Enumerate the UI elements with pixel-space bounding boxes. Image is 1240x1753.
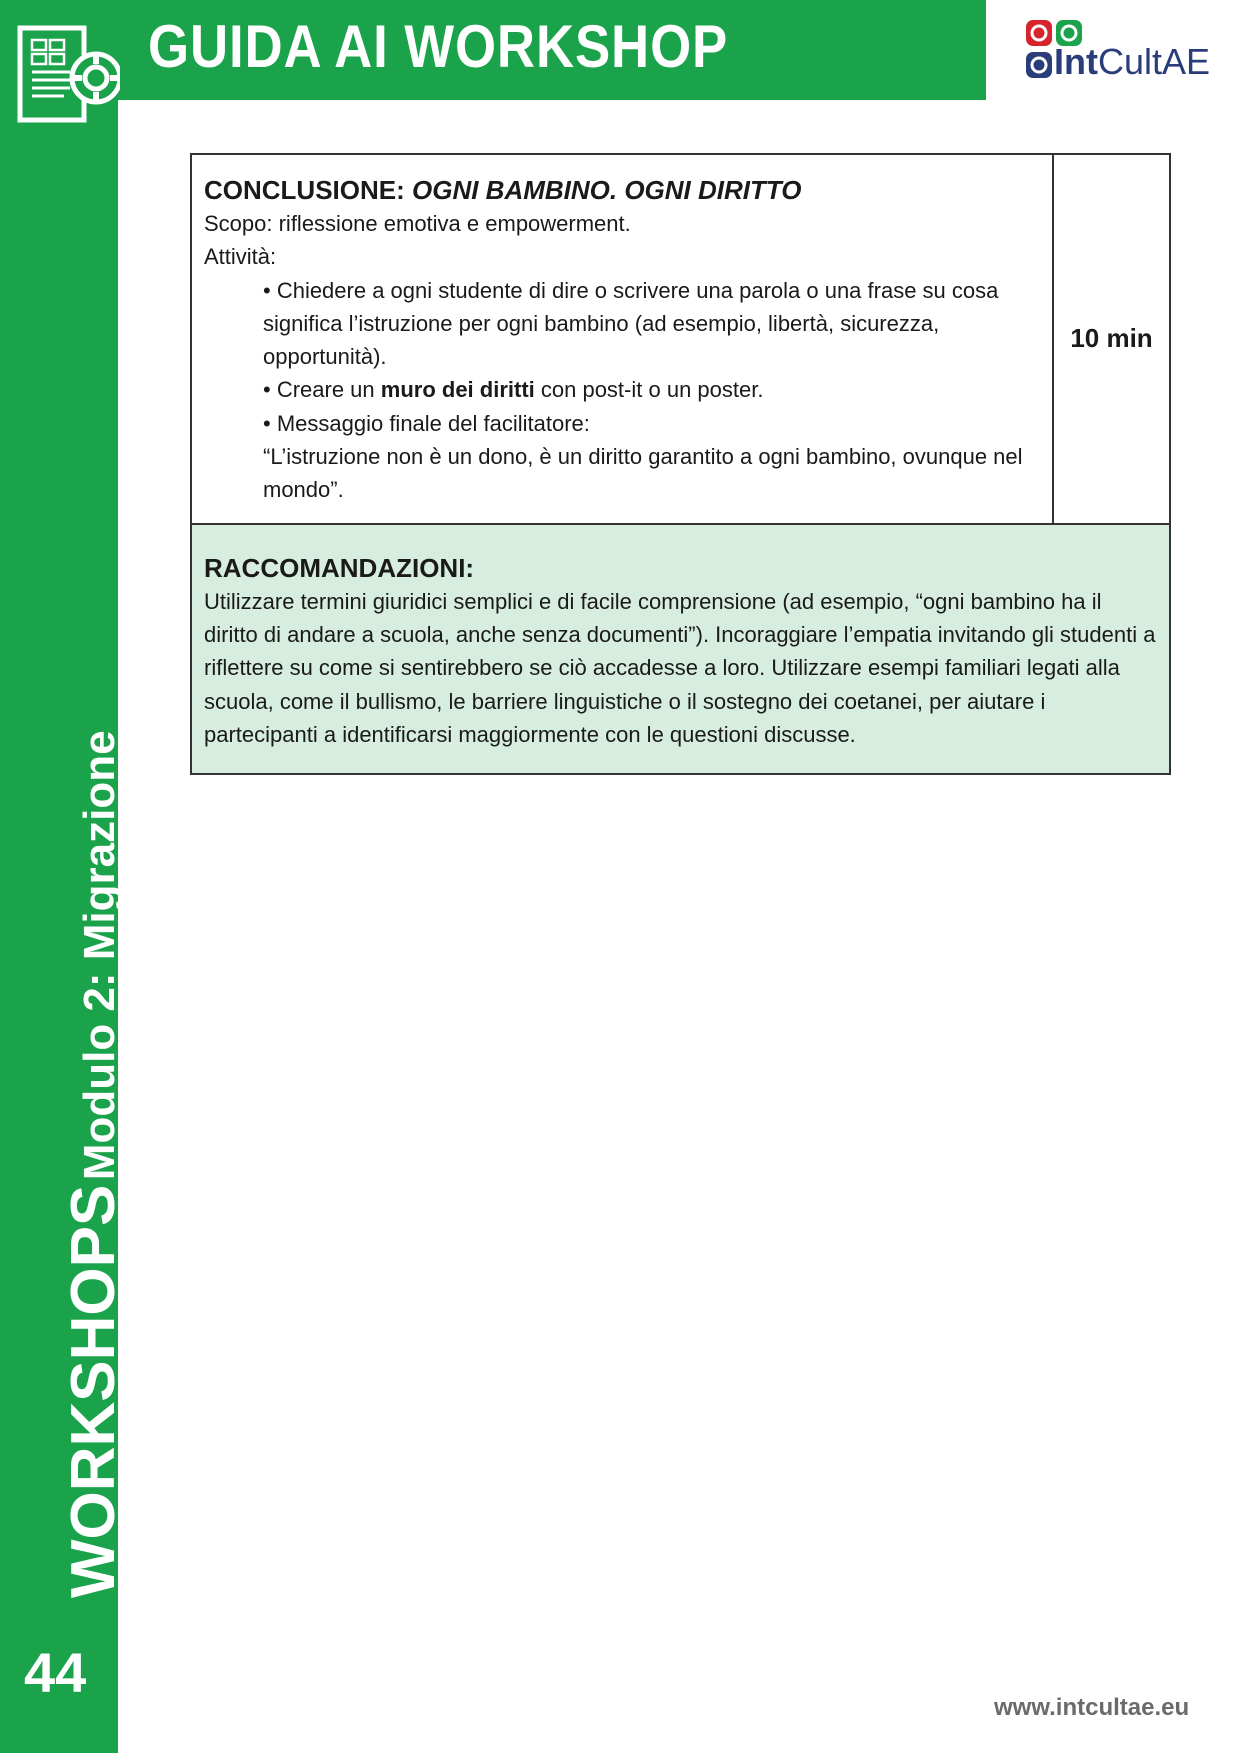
conclusion-cell [192, 155, 1054, 523]
conclusion-bullet-1: • Chiedere a ogni studente di dire o scrivere una parola o una frase su cosa significa l’istruzione per ogni bambino (ad esempio, libertà, sicurezza, opportunità). [263, 277, 999, 370]
bullet-2-prefix: • Creare un [263, 377, 381, 403]
sidebar-vertical-label [58, 730, 129, 1598]
sidebar-label-module: Modulo 2: Migrazione [75, 730, 124, 1181]
logo-text-bold: Int [1054, 41, 1098, 82]
sidebar-label-workshops: WORKSHOPS [59, 1184, 128, 1598]
bullet-2-bold: muro dei diritti [380, 377, 535, 403]
recommendations-text: Utilizzare termini giuridici semplici e di facile comprensione (ad esempio, “ogni bambino ha il diritto di andare a scuola, anche senza documenti”). Incoraggiare l’empatia invitando gli studenti a riflettere su come si sentirebbero se ciò accadesse a loro. Utilizzare esempi familiari legati alla scuola, come il bullismo, le barriere linguistiche o il sostegno dei coetanei, per aiutare i partecipanti a identificarsi maggiormente con le questioni discusse. [204, 588, 1156, 747]
footer-url: www.intcultae.eu [994, 1694, 1190, 1721]
logo-text-regular: CultAE [1097, 41, 1211, 82]
conclusion-scopo: Scopo: riflessione emotiva e empowerment. [204, 211, 631, 236]
conclusion-quote: “L’istruzione non è un dono, è un diritto garantito a ogni bambino, ovunque nel mondo”. [263, 444, 1023, 503]
workshop-table [190, 153, 1171, 775]
conclusion-duration: 10 min [1070, 323, 1153, 354]
conclusion-bullet-2 [204, 373, 1040, 406]
conclusion-heading [204, 173, 1040, 207]
workshop-document-icon [16, 24, 120, 132]
table-row-conclusion [192, 155, 1169, 525]
page-number: 44 [24, 1641, 87, 1704]
logo-wordmark [1054, 41, 1211, 82]
page-header-title: GUIDA AI WORKSHOP [148, 13, 729, 80]
bullet-2-suffix: con post-it o un poster. [534, 377, 764, 403]
conclusion-heading-title: OGNI BAMBINO. OGNI DIRITTO [412, 175, 802, 205]
conclusion-bullet-3: • Messaggio finale del facilitatore: [263, 410, 590, 436]
conclusion-heading-prefix: CONCLUSIONE: [204, 175, 412, 205]
table-row-recommendations [192, 525, 1169, 773]
recommendations-heading: RACCOMANDAZIONI: [204, 552, 475, 583]
conclusion-attivita-label: Attività: [204, 244, 277, 270]
